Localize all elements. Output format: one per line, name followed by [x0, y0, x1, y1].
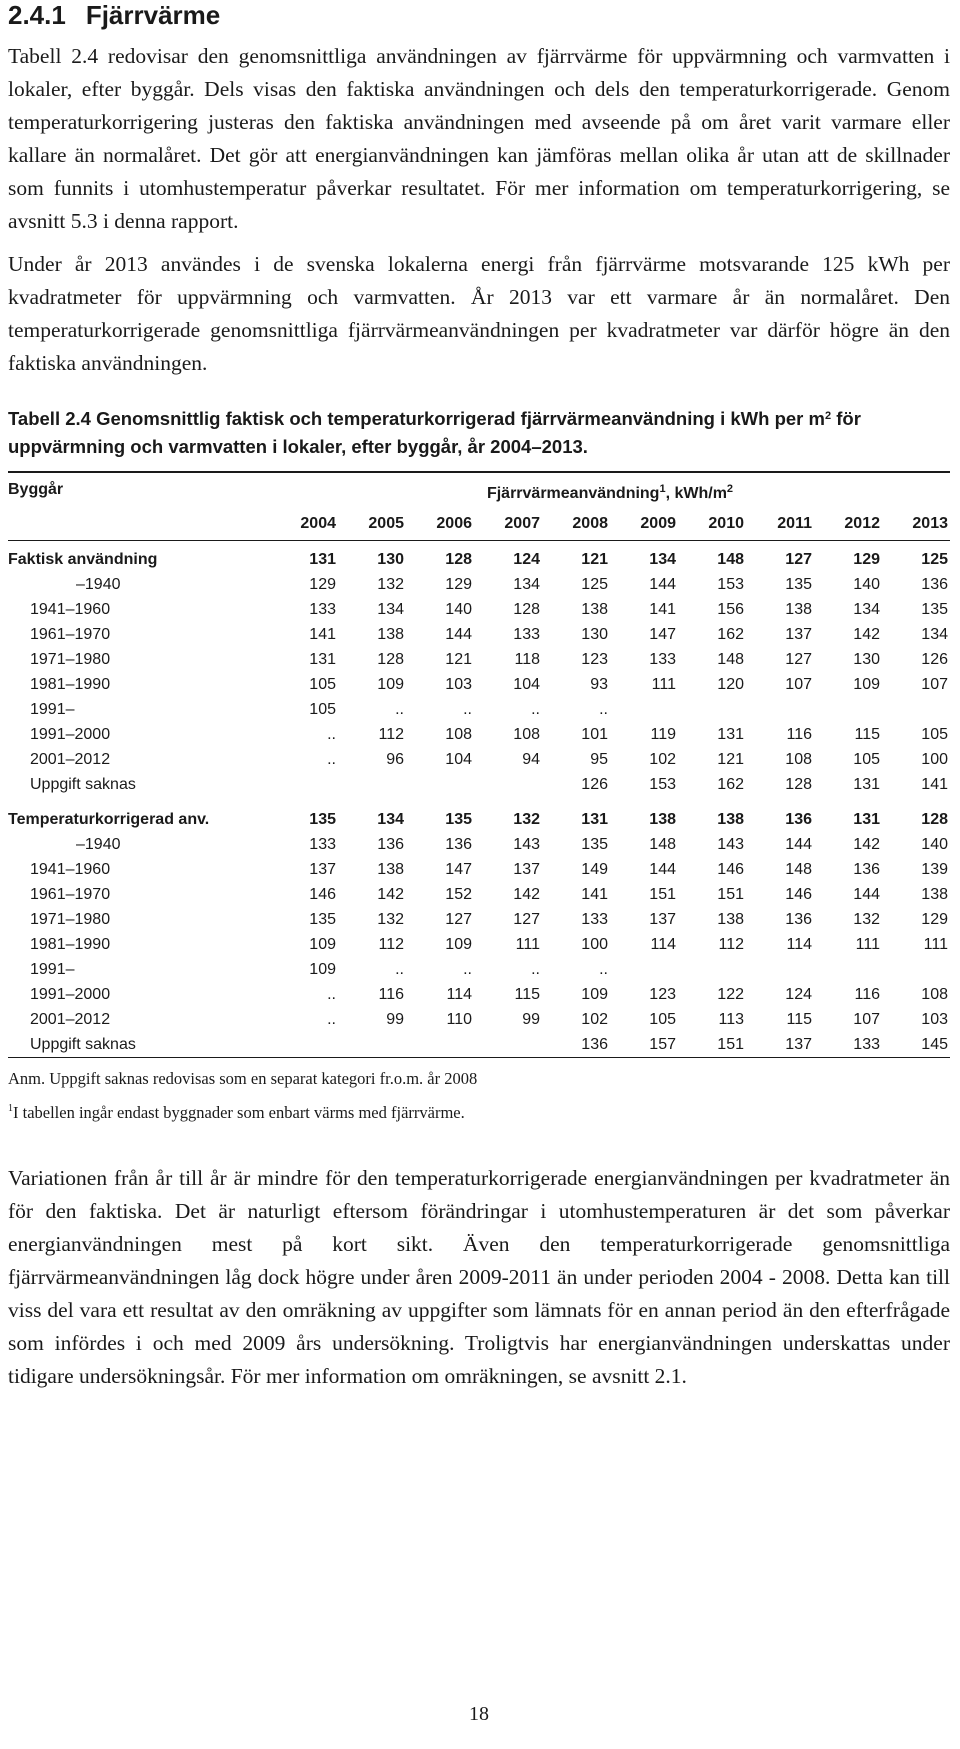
table-cell: .. [531, 701, 540, 718]
table-cell: 162 [717, 626, 744, 643]
table-notes [8, 1064, 950, 1128]
table-cell: 109 [445, 936, 472, 953]
table-cell: 138 [581, 601, 608, 618]
table-cell: 102 [649, 751, 676, 768]
table-cell: 153 [717, 576, 744, 593]
table-cell: 115 [786, 1011, 812, 1028]
table-cell: 134 [921, 626, 948, 643]
table-cell: 132 [377, 911, 404, 928]
row-label: 2001–2012 [30, 1011, 111, 1028]
table-cell [610, 957, 678, 982]
table-cell: 99 [522, 1011, 540, 1028]
table-cell: 149 [581, 861, 608, 878]
table-cell [882, 697, 950, 722]
group-label: Temperaturkorrigerad anv. [8, 811, 210, 828]
year-header: 2006 [436, 514, 472, 532]
year-header: 2009 [640, 514, 676, 532]
table-cell: 142 [853, 836, 880, 853]
table-cell: .. [327, 1011, 336, 1028]
table-cell: 126 [581, 776, 608, 793]
year-header: 2004 [300, 514, 336, 532]
table-cell: 136 [785, 911, 812, 928]
table-cell: 116 [378, 986, 404, 1003]
table-cell: 131 [853, 811, 880, 828]
table-cell: 125 [921, 551, 948, 568]
table-row [8, 1032, 950, 1058]
table-cell: 144 [445, 626, 472, 643]
table-cell: 128 [513, 601, 540, 618]
table-cell: 138 [921, 886, 948, 903]
table-cell: 109 [309, 961, 336, 978]
paragraph-2013: Under år 2013 användes i de svenska lokalerna energi från fjärrvärme motsvarande 125 kWh per kvadratmeter för uppvärmning och varmvatten. År 2013 var ett varmare år än normalåret. Den temperaturkorrigerade genomsnittliga fjärrvärmeanvändningen per kvadratmeter var därför högre än den faktiska användningen. [8, 252, 950, 375]
table-cell: 127 [445, 911, 472, 928]
table-cell: 153 [649, 776, 676, 793]
table-cell: 141 [581, 886, 608, 903]
table-cell: 124 [785, 986, 812, 1003]
table-cell: 143 [717, 836, 744, 853]
table-cell: 148 [717, 551, 744, 568]
table-cell: 126 [921, 651, 948, 668]
table-cell: 108 [445, 726, 472, 743]
table-cell [474, 1032, 542, 1058]
row-label: 1971–1980 [30, 651, 111, 668]
table-cell [610, 697, 678, 722]
table-header-row [8, 472, 950, 506]
table-row [8, 622, 950, 647]
table-cell [678, 957, 746, 982]
table-cell: 94 [522, 751, 540, 768]
section-title: Fjärrvärme [85, 0, 221, 30]
table-cell: 144 [649, 576, 676, 593]
year-header: 2013 [912, 514, 948, 532]
table-cell: 144 [649, 861, 676, 878]
table-cell: 133 [581, 911, 608, 928]
table-cell: 113 [718, 1011, 744, 1028]
table-cell: 152 [445, 886, 472, 903]
row-label: 1941–1960 [30, 601, 111, 618]
table-cell: 105 [921, 726, 948, 743]
table-cell: 147 [445, 861, 472, 878]
table-cell: 103 [445, 676, 472, 693]
table-cell: 127 [513, 911, 540, 928]
row-label: 1971–1980 [30, 911, 111, 928]
table-cell: 99 [386, 1011, 404, 1028]
table-cell: 138 [377, 626, 404, 643]
table-cell: 107 [785, 676, 812, 693]
table-cell: 134 [649, 551, 676, 568]
table-cell: 121 [717, 751, 744, 768]
table-cell: 138 [717, 911, 744, 928]
table-cell: 100 [921, 751, 948, 768]
table-cell: 157 [610, 1032, 678, 1058]
table-cell: 119 [650, 726, 676, 743]
table-cell: 136 [785, 811, 812, 828]
column-group-label: Fjärrvärmeanvändning$^1$, kWh/$m^2$ [270, 472, 950, 506]
table-row [8, 832, 950, 857]
table-cell: 135 [309, 911, 336, 928]
table-cell: 120 [717, 676, 744, 693]
table-row [8, 672, 950, 697]
table-cell: 135 [581, 836, 608, 853]
table-cell: 105 [309, 701, 336, 718]
table-cell: 133 [309, 601, 336, 618]
table-cell [746, 697, 814, 722]
table-cell: 146 [717, 861, 744, 878]
row-label: 1981–1990 [30, 676, 111, 693]
table-cell: 111 [651, 676, 676, 693]
table-cell: 135 [785, 576, 812, 593]
table-cell: 127 [785, 651, 812, 668]
table-cell: 140 [921, 836, 948, 853]
table-cell: 131 [853, 776, 880, 793]
table-row [8, 1007, 950, 1032]
table-row [8, 957, 950, 982]
table-cell: .. [327, 986, 336, 1003]
table-cell: 96 [386, 751, 404, 768]
table-cell: 112 [718, 936, 744, 953]
table-cell: 116 [786, 726, 812, 743]
table-caption: Tabell 2.4 Genomsnittlig faktisk och temperaturkorrigerad fjärrvärmeanvändning i kWh per $m^2$ för uppvärmning och varmvatten i lokaler, efter byggår, år 2004–2013. [8, 408, 861, 457]
table-row [8, 722, 950, 747]
row-label: 1991– [30, 701, 75, 718]
group-label: Faktisk användning [8, 551, 158, 568]
table-row [8, 907, 950, 932]
table-cell: 131 [717, 726, 744, 743]
table-cell: 108 [921, 986, 948, 1003]
table-cell: 138 [785, 601, 812, 618]
table-cell: 162 [717, 776, 744, 793]
table-cell: .. [531, 961, 540, 978]
table-cell: 134 [853, 601, 880, 618]
table-cell [678, 697, 746, 722]
table-cell: 133 [814, 1032, 882, 1058]
table-cell: 118 [514, 651, 540, 668]
table-cell [406, 772, 474, 797]
row-label: 1981–1990 [30, 936, 111, 953]
table-cell: 114 [446, 986, 472, 1003]
district-heating-table [8, 471, 950, 1058]
year-header-row [8, 506, 950, 541]
table-row [8, 982, 950, 1007]
table-cell: 123 [649, 986, 676, 1003]
table-cell: 146 [309, 886, 336, 903]
table-cell: 111 [923, 936, 948, 953]
year-header: 2007 [504, 514, 540, 532]
table-cell: 133 [309, 836, 336, 853]
table-cell [746, 957, 814, 982]
table-cell: 121 [581, 551, 608, 568]
table-cell: 133 [649, 651, 676, 668]
table-cell: 123 [581, 651, 608, 668]
table-cell: 127 [785, 551, 812, 568]
table-cell [882, 957, 950, 982]
table-cell: 135 [309, 811, 336, 828]
table-cell: 95 [590, 751, 608, 768]
table-cell: 141 [309, 626, 336, 643]
table-cell: 110 [446, 1011, 472, 1028]
table-cell: 109 [853, 676, 880, 693]
table-row [8, 697, 950, 722]
table-cell: 139 [921, 861, 948, 878]
table-cell [814, 957, 882, 982]
row-label: –1940 [76, 836, 121, 853]
row-label: –1940 [76, 576, 121, 593]
table-cell: 132 [853, 911, 880, 928]
row-label: Uppgift saknas [8, 1032, 270, 1058]
section-number: 2.4.1 [8, 0, 66, 30]
row-label: Uppgift saknas [30, 776, 136, 793]
year-header: 2010 [708, 514, 744, 532]
row-label: 1991– [30, 961, 75, 978]
table-footnote: $^1$I tabellen ingår endast byggnader som enbart värms med fjärrvärme. [8, 1103, 465, 1122]
table-cell: 137 [649, 911, 676, 928]
section-heading [8, 0, 950, 30]
table-cell: 130 [853, 651, 880, 668]
table-cell: 102 [581, 1011, 608, 1028]
table-row [8, 747, 950, 772]
table-cell [338, 1032, 406, 1058]
table-cell: 140 [853, 576, 880, 593]
table-cell: 128 [785, 776, 812, 793]
table-cell: .. [599, 701, 608, 718]
table-group-row [8, 807, 950, 832]
table-cell: 112 [378, 936, 404, 953]
table-cell: 111 [515, 936, 540, 953]
table-cell: 105 [649, 1011, 676, 1028]
table-cell: 100 [581, 936, 608, 953]
table-cell: 134 [513, 576, 540, 593]
row-label: 2001–2012 [30, 751, 111, 768]
table-cell: 134 [377, 811, 404, 828]
table-cell: 109 [581, 986, 608, 1003]
row-label: 1961–1970 [30, 886, 111, 903]
table-row [8, 932, 950, 957]
table-cell: 142 [513, 886, 540, 903]
table-cell: 130 [581, 626, 608, 643]
table-cell: 103 [921, 1011, 948, 1028]
row-label: 1991–2000 [30, 726, 111, 743]
table-cell: 108 [785, 751, 812, 768]
table-cell: 133 [513, 626, 540, 643]
table-cell: 93 [590, 676, 608, 693]
table-cell: 121 [445, 651, 472, 668]
table-cell: 128 [445, 551, 472, 568]
table-cell: 109 [309, 936, 336, 953]
paragraph-intro: Tabell 2.4 redovisar den genomsnittliga användningen av fjärrvärme för uppvärmning och varmvatten i lokaler, efter byggår. Dels visas den faktiska användningen och dels den temperaturkorrigerade. Genom temperaturkorrigering justeras den faktiska användningen med avseende på om året varit varmare eller kallare än normalåret. Det gör att energianvändningen kan jämföras mellan olika år utan att de skillnader som funnits i utomhustemperatur påverkar resultatet. För mer information om temperaturkorrigering, se avsnitt 5.3 i denna rapport. [8, 44, 950, 233]
table-cell: 131 [309, 651, 336, 668]
table-cell: 151 [649, 886, 676, 903]
table-cell: 129 [853, 551, 880, 568]
table-cell: 141 [649, 601, 676, 618]
table-cell: .. [327, 726, 336, 743]
year-header: 2005 [368, 514, 404, 532]
table-cell [338, 772, 406, 797]
table-cell: 105 [309, 676, 336, 693]
table-cell: 137 [785, 626, 812, 643]
table-cell: 129 [445, 576, 472, 593]
table-cell: .. [599, 961, 608, 978]
table-cell: .. [395, 701, 404, 718]
table-cell: 137 [746, 1032, 814, 1058]
table-cell: 104 [513, 676, 540, 693]
table-cell: 111 [855, 936, 880, 953]
table-cell: 142 [377, 886, 404, 903]
table-row [8, 572, 950, 597]
table-row [8, 857, 950, 882]
table-cell [270, 1032, 338, 1058]
table-cell: 115 [514, 986, 540, 1003]
table-cell: 137 [309, 861, 336, 878]
row-label: 1961–1970 [30, 626, 111, 643]
table-cell: 138 [717, 811, 744, 828]
table-cell: 116 [854, 986, 880, 1003]
table-cell: 114 [650, 936, 676, 953]
table-cell: 132 [377, 576, 404, 593]
table-cell: 131 [309, 551, 336, 568]
table-body [8, 547, 950, 1058]
table-cell: 107 [853, 1011, 880, 1028]
table-cell [270, 772, 338, 797]
table-row [8, 772, 950, 797]
table-cell: 136 [853, 861, 880, 878]
table-cell: 136 [445, 836, 472, 853]
table-cell: 122 [717, 986, 744, 1003]
table-cell: 129 [921, 911, 948, 928]
document-page [8, 0, 950, 1725]
table-cell: 128 [377, 651, 404, 668]
table-group-row [8, 547, 950, 572]
table-cell: 148 [649, 836, 676, 853]
row-label: 1941–1960 [30, 861, 111, 878]
table-cell: 112 [378, 726, 404, 743]
table-cell: 114 [786, 936, 812, 953]
table-cell: 138 [377, 861, 404, 878]
year-header: 2008 [572, 514, 608, 532]
table-cell: 104 [445, 751, 472, 768]
table-cell: .. [327, 751, 336, 768]
year-header: 2012 [844, 514, 880, 532]
table-cell: 140 [445, 601, 472, 618]
table-cell: 148 [717, 651, 744, 668]
table-row [8, 597, 950, 622]
year-header: 2011 [777, 514, 812, 532]
table-cell: 151 [717, 886, 744, 903]
table-row [8, 647, 950, 672]
page-number: 18 [469, 1703, 489, 1725]
table-cell: 146 [785, 886, 812, 903]
table-cell: 101 [581, 726, 608, 743]
table-cell: 109 [377, 676, 404, 693]
table-cell: .. [463, 701, 472, 718]
table-cell: 135 [445, 811, 472, 828]
table-cell: 105 [853, 751, 880, 768]
table-cell: 137 [513, 861, 540, 878]
table-cell: 148 [785, 861, 812, 878]
table-cell: 131 [581, 811, 608, 828]
table-cell [406, 1032, 474, 1058]
table-cell: 136 [542, 1032, 610, 1058]
table-cell: 145 [882, 1032, 950, 1058]
table-cell [814, 697, 882, 722]
table-cell: 147 [649, 626, 676, 643]
table-cell: 141 [921, 776, 948, 793]
table-cell: 130 [377, 551, 404, 568]
table-cell: 125 [581, 576, 608, 593]
table-cell: 156 [717, 601, 744, 618]
table-cell: .. [463, 961, 472, 978]
table-row [8, 882, 950, 907]
table-cell: 136 [377, 836, 404, 853]
table-cell: 135 [921, 601, 948, 618]
table-cell: 136 [921, 576, 948, 593]
table-cell [474, 772, 542, 797]
table-cell: 144 [785, 836, 812, 853]
table-cell: 107 [921, 676, 948, 693]
row-header-label: Byggår [8, 472, 270, 506]
table-cell: 124 [513, 551, 540, 568]
table-cell: 129 [309, 576, 336, 593]
table-cell: 138 [649, 811, 676, 828]
table-cell: .. [395, 961, 404, 978]
table-cell: 132 [513, 811, 540, 828]
table-cell: 143 [513, 836, 540, 853]
table-cell: 134 [377, 601, 404, 618]
table-cell: 151 [678, 1032, 746, 1058]
table-cell: 115 [854, 726, 880, 743]
table-cell: 108 [513, 726, 540, 743]
table-cell: 144 [853, 886, 880, 903]
table-remark: Anm. Uppgift saknas redovisas som en separat kategori fr.o.m. år 2008 [8, 1069, 478, 1088]
table-cell: 128 [921, 811, 948, 828]
table-cell: 142 [853, 626, 880, 643]
row-label: 1991–2000 [30, 986, 111, 1003]
paragraph-variation: Variationen från år till år är mindre för den temperaturkorrigerade energianvändningen per kvadratmeter än för den faktiska. Det är naturligt eftersom förändringar i utomhustemperaturen är det som påverkar energianvändningen mest på kort sikt. Även den temperaturkorrigerade genomsnittliga fjärrvärmeanvändningen låg dock högre under åren 2009-2011 än under perioden 2004 - 2008. Detta kan till viss del vara ett resultat av den omräkning av uppgifter som lämnats för en annan period än den efterfrågade som infördes i och med 2009 års undersökning. Troligtvis har energianvändningen underskattas under tidigare undersökningsår. För mer information om omräkningen, se avsnitt 2.1. [8, 1166, 950, 1388]
